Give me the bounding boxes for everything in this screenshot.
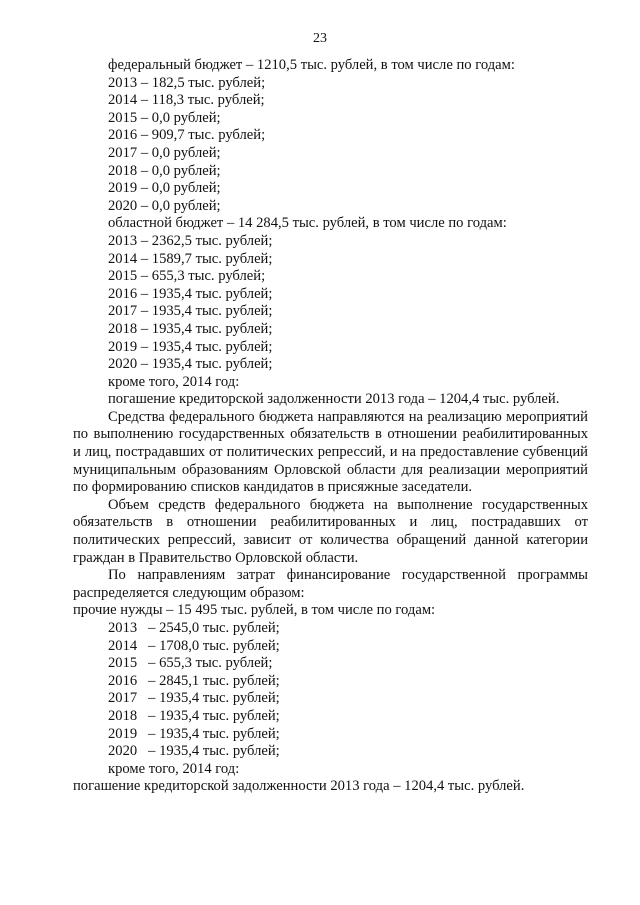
regional-budget-year-2014: 2014 – 1589,7 тыс. рублей; [108, 250, 273, 267]
regional-budget-heading: областной бюджет – 14 284,5 тыс. рублей, в том числе по годам: [108, 215, 507, 232]
page-number: 23 [313, 31, 327, 46]
regional-budget-year-2015: 2015 – 655,3 тыс. рублей; [108, 268, 266, 285]
federal-budget-year-2013: 2013 – 182,5 тыс. рублей; [108, 74, 266, 91]
other-needs-year-2017: 2017 – 1935,4 тыс. рублей; [108, 690, 280, 707]
other-needs-year-2013: 2013 – 2545,0 тыс. рублей; [108, 620, 280, 636]
other-needs-year-2018: 2018 – 1935,4 тыс. рублей; [108, 707, 280, 724]
federal-budget-year-2015: 2015 – 0,0 рублей; [108, 109, 221, 126]
federal-budget-year-2018: 2018 – 0,0 рублей; [108, 162, 221, 179]
regional-budget-year-2013: 2013 – 2362,5 тыс. рублей; [108, 232, 273, 249]
other-needs-year-2019: 2019 – 1935,4 тыс. рублей; [108, 725, 280, 742]
other-needs-debt: погашение кредиторской задолженности 2013 года – 1204,4 тыс. рублей. [73, 778, 525, 795]
regional-budget-besides: кроме того, 2014 год: [108, 373, 240, 390]
other-needs-year-2016: 2016 – 2845,1 тыс. рублей; [108, 672, 280, 689]
federal-budget-year-2020: 2020 – 0,0 рублей; [108, 197, 221, 214]
document-body [73, 57, 588, 796]
federal-budget-heading: федеральный бюджет – 1210,5 тыс. рублей, в том числе по годам: [108, 57, 515, 73]
regional-budget-debt: погашение кредиторской задолженности 2013 года – 1204,4 тыс. рублей. [108, 391, 560, 408]
federal-budget-year-2019: 2019 – 0,0 рублей; [108, 180, 221, 197]
other-needs-year-2014: 2014 – 1708,0 тыс. рублей; [108, 637, 280, 654]
other-needs-heading: прочие нужды – 15 495 тыс. рублей, в том числе по годам: [73, 602, 436, 619]
paragraph-federal-funds-purpose: Средства федерального бюджета направляются на реализацию мероприятий по выполнению государственных обязательств в отношении реабилитированных и лиц, пострадавших от политических репрессий, и на предоставление субвенций муниципальным образованиям Орловской области для реализации мероприятий по формированию списков кандидатов в присяжные заседатели. [73, 408, 588, 496]
paragraph-federal-funds-volume: Объем средств федерального бюджета на выполнение государственных обязательств в отношении реабилитированных и лиц, пострадавших от политических репрессий, зависит от количества обращений данной категории граждан в Правительство Орловской области. [73, 496, 588, 566]
regional-budget-year-2020: 2020 – 1935,4 тыс. рублей; [108, 356, 273, 373]
regional-budget-year-2016: 2016 – 1935,4 тыс. рублей; [108, 285, 273, 302]
other-needs-year-2020: 2020 – 1935,4 тыс. рублей; [108, 743, 280, 760]
paragraph-cost-distribution: По направлениям затрат финансирование государственной программы распределяется следующим образом: [73, 567, 588, 601]
regional-budget-year-2019: 2019 – 1935,4 тыс. рублей; [108, 338, 273, 355]
federal-budget-year-2017: 2017 – 0,0 рублей; [108, 144, 221, 161]
other-needs-year-2015: 2015 – 655,3 тыс. рублей; [108, 655, 273, 672]
other-needs-besides: кроме того, 2014 год: [108, 760, 240, 777]
federal-budget-year-2014: 2014 – 118,3 тыс. рублей; [108, 92, 265, 109]
regional-budget-year-2017: 2017 – 1935,4 тыс. рублей; [108, 303, 273, 320]
federal-budget-year-2016: 2016 – 909,7 тыс. рублей; [108, 127, 266, 144]
regional-budget-year-2018: 2018 – 1935,4 тыс. рублей; [108, 320, 273, 337]
